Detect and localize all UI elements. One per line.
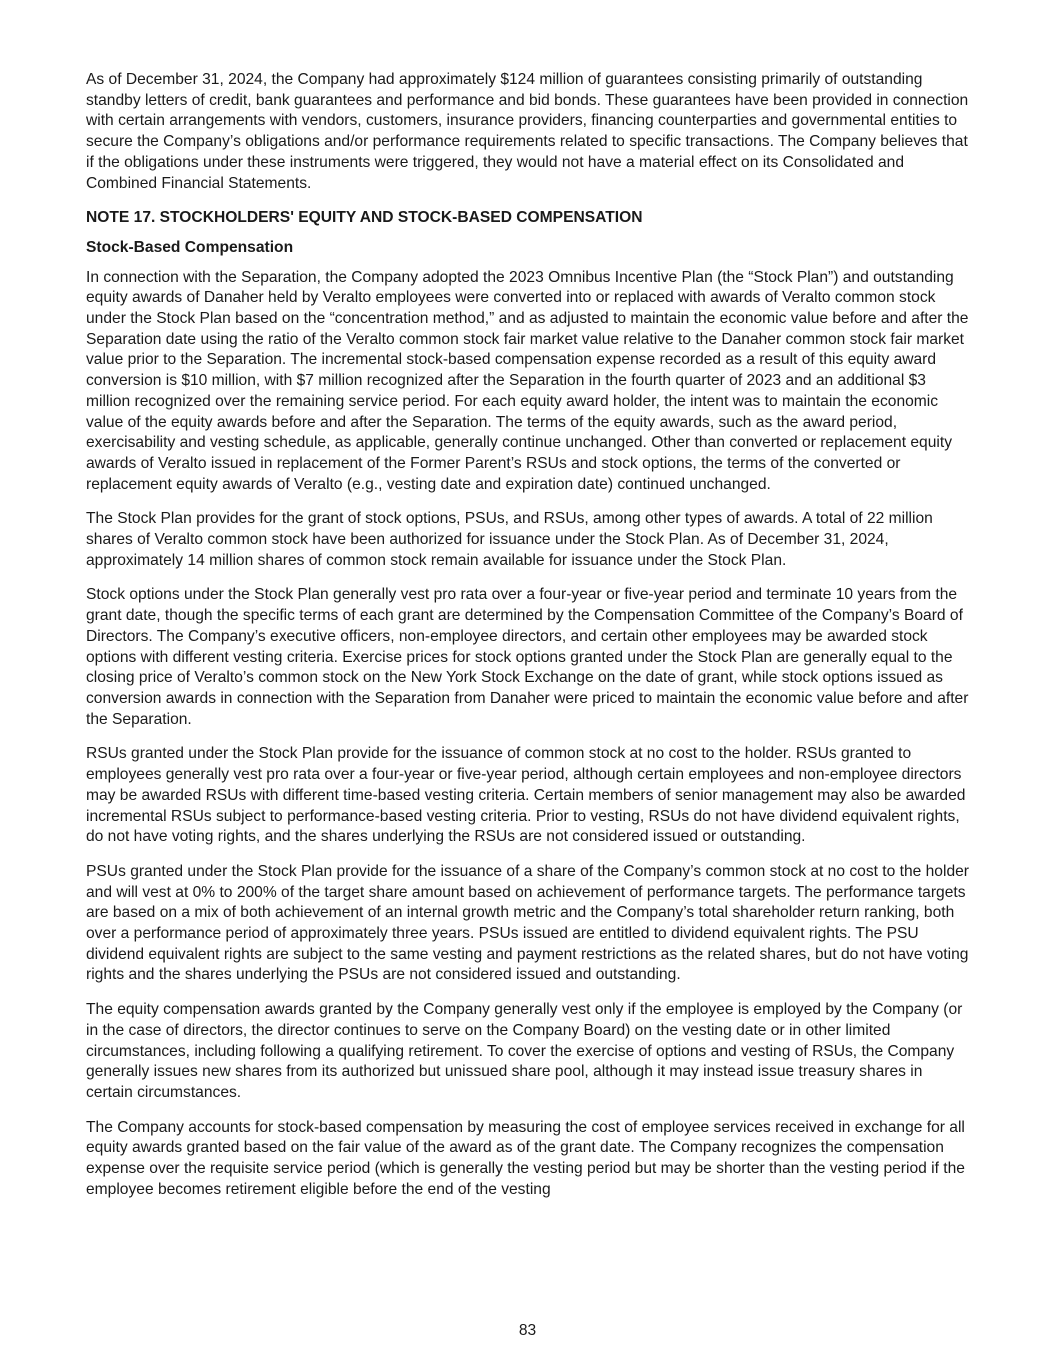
psus-paragraph: PSUs granted under the Stock Plan provide for the issuance of a share of the Company’s common stock at no cost to the holder and will vest at 0% to 200% of the target share amount based on achievement of performance targets. The performance targets are based on a mix of both achievement of an internal growth metric and the Company’s total shareholder return ranking, both over a performance period of approximately three years. PSUs issued are entitled to dividend equivalent rights. The PSU dividend equivalent rights are subject to the same vesting and payment restrictions as the related shares, but do not have voting rights and the shares underlying the PSUs are not considered issued and outstanding.: [86, 862, 969, 984]
stock-plan-paragraph: The Stock Plan provides for the grant of stock options, PSUs, and RSUs, among other types of awards. A total of 22 million shares of Veralto common stock have been authorized for issuance under the Stock Plan. As of December 31, 2024, approximately 14 million shares of common stock remain available for issuance under the Stock Plan.: [86, 510, 933, 569]
stock-options-paragraph: Stock options under the Stock Plan generally vest pro rata over a four-year or five-year period and terminate 10 years from the grant date, though the specific terms of each grant are determined by the Compensation Committee of the Company’s Board of Directors. The Company’s executive officers, non-employee directors, and certain other employees may be awarded stock options with different vesting criteria. Exercise prices for stock options granted under the Stock Plan are generally equal to the closing price of Veralto’s common stock on the New York Stock Exchange on the date of grant, while stock options issued as conversion awards in connection with the Separation from Danaher were priced to maintain the economic value before and after the Separation.: [86, 586, 969, 728]
page-number: 83: [518, 1322, 537, 1339]
rsus-paragraph: RSUs granted under the Stock Plan provide for the issuance of common stock at no cost to the holder. RSUs granted to employees generally vest pro rata over a four-year or five-year period, although certain employees and non-employee directors may be awarded RSUs with different time-based vesting criteria. Certain members of senior management may also be awarded incremental RSUs subject to performance-based vesting criteria. Prior to vesting, RSUs do not have dividend equivalent rights, do not have voting rights, and the shares underlying the RSUs are not considered issued or outstanding.: [86, 745, 966, 846]
vesting-paragraph: The equity compensation awards granted by the Company generally vest only if the employee is employed by the Company (or in the case of directors, the director continues to serve on the Company Board) on the vesting date or in other limited circumstances, including following a qualifying retirement. To cover the exercise of options and vesting of RSUs, the Company generally issues new shares from its authorized but unissued share pool, although it may instead issue treasury shares in certain circumstances.: [86, 1001, 963, 1101]
accounting-paragraph: The Company accounts for stock-based compensation by measuring the cost of employee services received in exchange for all equity awards granted based on the fair value of the award as of the grant date. The Company recognizes the compensation expense over the requisite service period (which is generally the vesting period but may be shorter than the vesting period if the employee becomes retirement eligible before the end of the vesting: [86, 1118, 965, 1198]
separation-paragraph: In connection with the Separation, the Company adopted the 2023 Omnibus Incentive Plan (the “Stock Plan”) and outstanding equity awards of Danaher held by Veralto employees were converted into or replaced with awards of Veralto common stock under the Stock Plan based on the “concentration method,” and as adjusted to maintain the economic value before and after the Separation date using the ratio of the Veralto common stock fair market value relative to the Danaher common stock fair market value prior to the Separation. The incremental stock-based compensation expense recorded as a result of this equity award conversion is $10 million, with $7 million recognized after the Separation in the fourth quarter of 2023 and an additional $3 million recognized over the remaining service period. For each equity award holder, the intent was to maintain the economic value of the equity awards before and after the Separation. The terms of the equity awards, such as the award period, exercisability and vesting schedule, as applicable, generally continue unchanged. Other than converted or replacement equity awards of Veralto issued in replacement of the Former Parent’s RSUs and stock options, the terms of the converted or replacement equity awards of Veralto (e.g., vesting date and expiration date) continued unchanged.: [86, 268, 969, 493]
document-body: [86, 70, 971, 1214]
section-subheading: Stock-Based Compensation: [86, 238, 294, 256]
guarantees-paragraph: As of December 31, 2024, the Company had approximately $124 million of guarantees consisting primarily of outstanding standby letters of credit, bank guarantees and performance and bid bonds. These guarantees have been provided in connection with certain arrangements with vendors, customers, insurance providers, financing counterparties and governmental entities to secure the Company’s obligations and/or performance requirements related to specific transactions. The Company believes that if the obligations under these instruments were triggered, they would not have a material effect on its Consolidated and Combined Financial Statements.: [86, 71, 969, 192]
note-heading: NOTE 17. STOCKHOLDERS' EQUITY AND STOCK-BASED COMPENSATION: [86, 209, 643, 227]
